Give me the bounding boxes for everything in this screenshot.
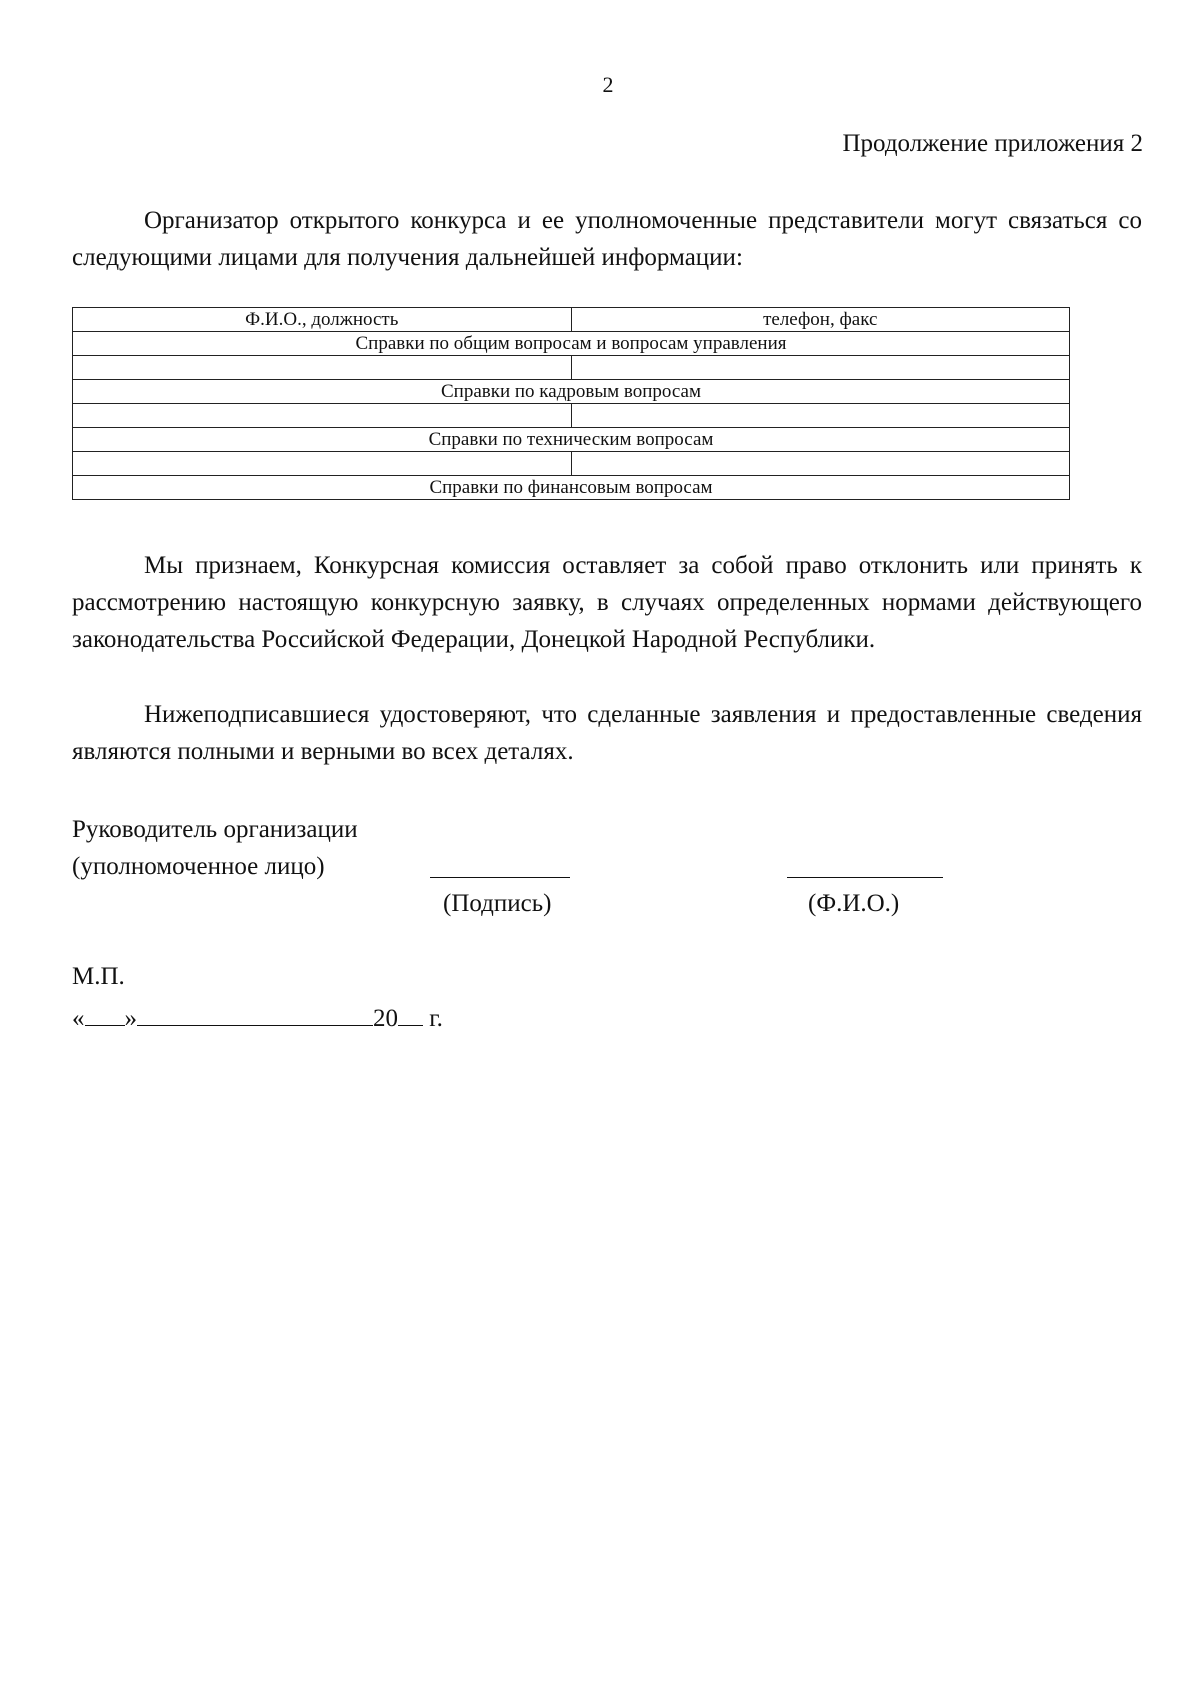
table-section-row (73, 332, 1070, 356)
day-blank (85, 1001, 125, 1026)
fio-caption: (Ф.И.О.) (808, 890, 900, 917)
date-open-quote: « (72, 1005, 85, 1032)
intro-paragraph: Организатор открытого конкурса и ее уполномоченные представители могут связаться со следующими лицами для получения дальнейшей информации: (72, 207, 1142, 271)
date-century: 20 (373, 1005, 398, 1032)
month-blank (137, 1001, 373, 1026)
section-financial: Справки по финансовым вопросам (73, 476, 1070, 500)
table-cell (571, 452, 1070, 476)
fio-line (787, 877, 943, 878)
section-personnel: Справки по кадровым вопросам (73, 380, 1070, 404)
signature-line (430, 877, 570, 878)
table-section-row (73, 380, 1070, 404)
appendix-label: Продолжение приложения 2 (842, 130, 1143, 157)
table-cell (571, 356, 1070, 380)
contacts-table (72, 307, 1070, 500)
table-row (73, 356, 1070, 380)
header-fio-position: Ф.И.О., должность (73, 308, 572, 332)
table-row (73, 452, 1070, 476)
section-technical: Справки по техническим вопросам (73, 428, 1070, 452)
table-row (73, 404, 1070, 428)
signature-caption: (Подпись) (443, 890, 552, 917)
table-cell (73, 356, 572, 380)
date-close-quote: » (124, 1005, 137, 1032)
year-blank (398, 1001, 423, 1026)
table-cell (73, 404, 572, 428)
undersigned-paragraph: Нижеподписавшиеся удостоверяют, что сделанные заявления и предоставленные сведения являются полными и верными во всех деталях. (72, 701, 1142, 765)
header-phone-fax: телефон, факс (571, 308, 1070, 332)
table-cell (73, 452, 572, 476)
table-cell (571, 404, 1070, 428)
page-number: 2 (602, 72, 614, 97)
recognize-paragraph: Мы признаем, Конкурсная комиссия оставляет за собой право отклонить или принять к рассмотрению настоящую конкурсную заявку, в случаях определенных нормами действующего законодательства Российской Федерации, Донецкой Народной Республики. (72, 552, 1142, 653)
stamp-label: М.П. (72, 963, 125, 990)
table-section-row (73, 428, 1070, 452)
authorized-person-label: (уполномоченное лицо) (72, 853, 325, 880)
table-header-row (73, 308, 1070, 332)
date-year-suffix: г. (423, 1005, 443, 1032)
date-line (72, 1000, 443, 1037)
table-section-row (73, 476, 1070, 500)
section-general: Справки по общим вопросам и вопросам управления (73, 332, 1070, 356)
head-title: Руководитель организации (72, 816, 358, 843)
